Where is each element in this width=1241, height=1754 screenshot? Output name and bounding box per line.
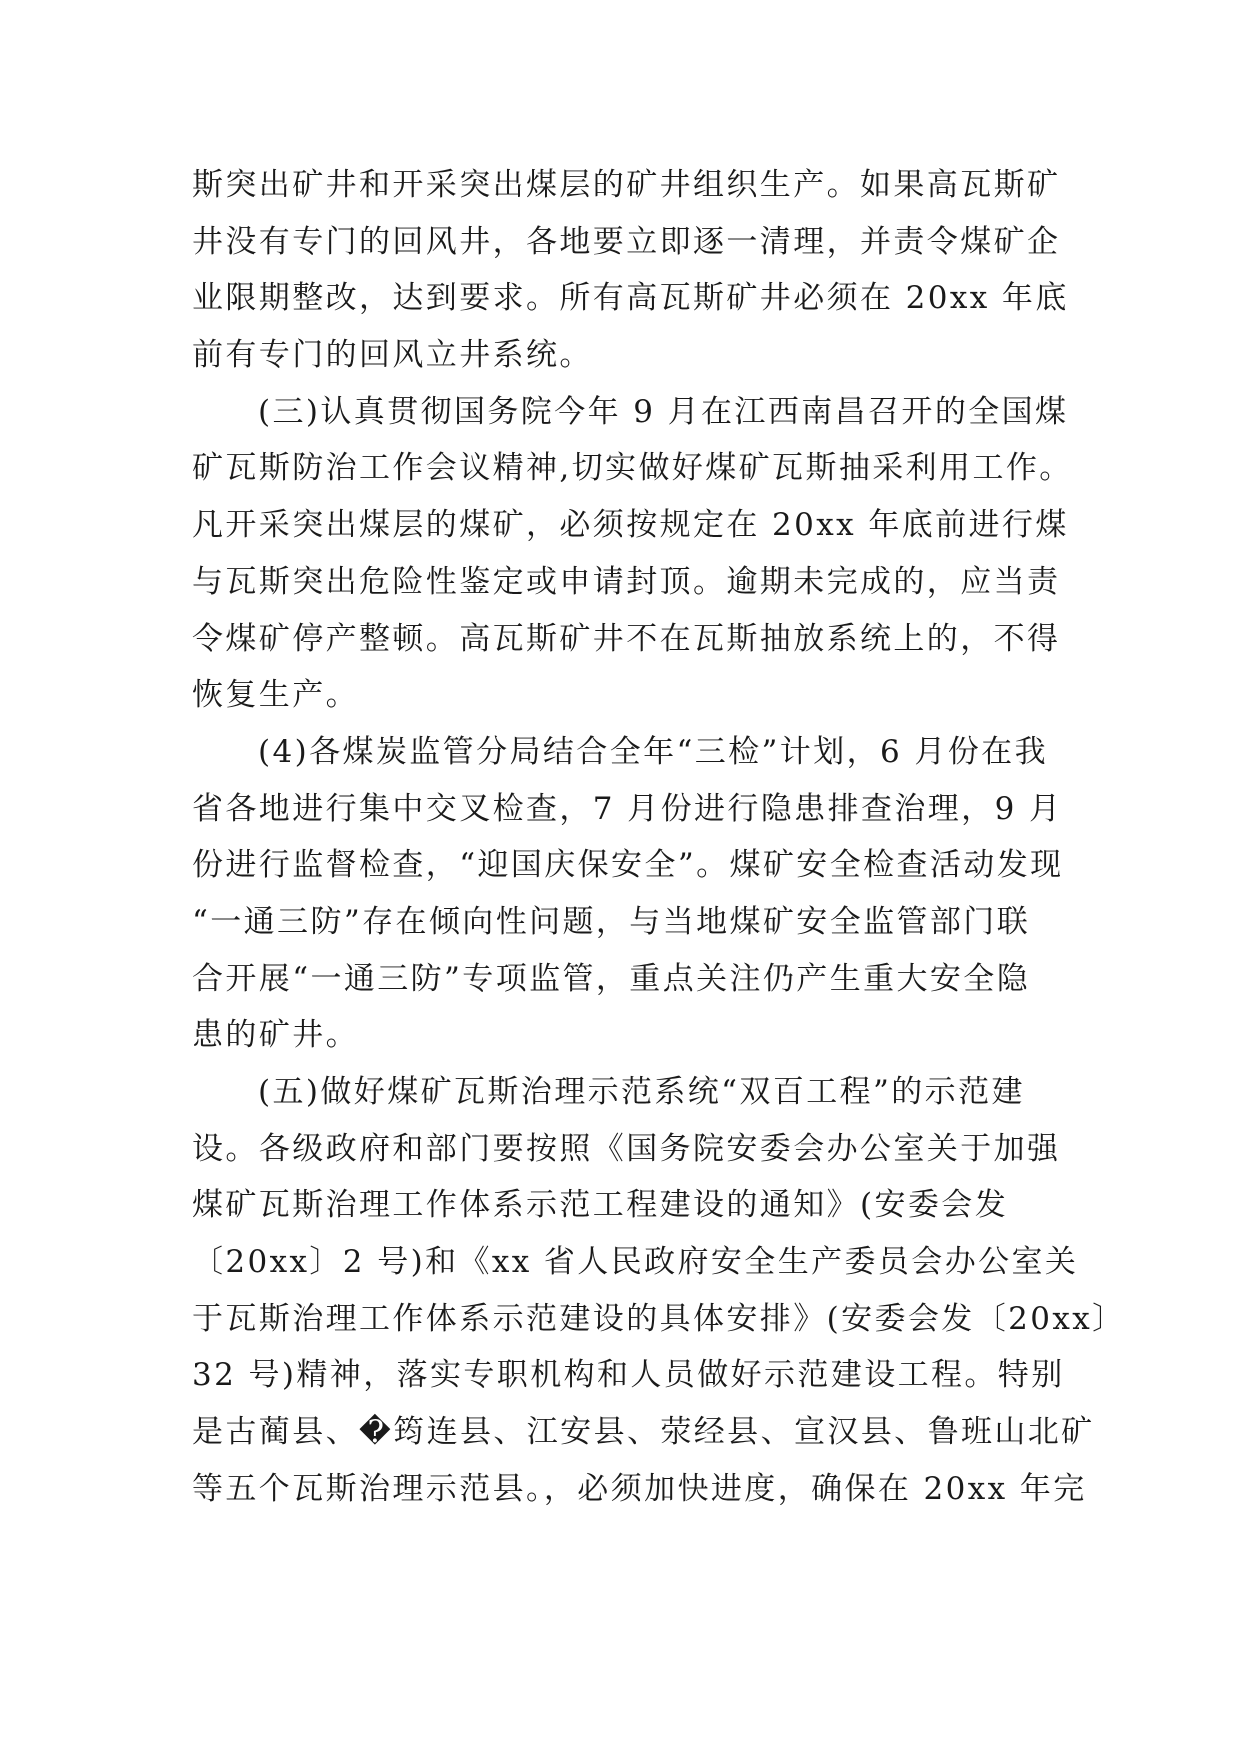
text-line: 前有专门的回风立井系统。 (192, 337, 593, 374)
text-line: 〔20xx〕2 号)和《xx 省人民政府安全生产委员会办公室关 (192, 1244, 1079, 1281)
text-line: 合开展“一通三防”专项监管，重点关注仍产生重大安全隐 (192, 960, 1031, 997)
text-line: “一通三防”存在倾向性问题，与当地煤矿安全监管部门联 (192, 903, 1031, 940)
paragraph-start-line: (4)各煤炭监管分局结合全年“三检”计划，6 月份在我 (258, 733, 1048, 770)
body-text (192, 157, 1126, 1518)
text-line: 恢复生产。 (192, 677, 359, 714)
paragraph-start-line: (五)做好煤矿瓦斯治理示范系统“双百工程”的示范建 (258, 1074, 1025, 1110)
text-line: 省各地进行集中交叉检查，7 月份进行隐患排查治理，9 月 (192, 790, 1063, 827)
text-line: 等五个瓦斯治理示范县。，必须加快进度，确保在 20xx 年完 (192, 1470, 1087, 1507)
text-line: 斯突出矿井和开采突出煤层的矿井组织生产。如果高瓦斯矿 (192, 167, 1061, 203)
text-line: 设。各级政府和部门要按照《国务院安委会办公室关于加强 (192, 1130, 1061, 1167)
text-line: 患的矿井。 (192, 1017, 359, 1054)
text-line: 令煤矿停产整顿。高瓦斯矿井不在瓦斯抽放系统上的，不得 (192, 620, 1061, 657)
paragraph-start-line: (三)认真贯彻国务院今年 9 月在江西南昌召开的全国煤 (258, 393, 1069, 430)
text-line: 业限期整改，达到要求。所有高瓦斯矿井必须在 20xx 年底 (192, 280, 1069, 317)
text-line: 32 号)精神，落实专职机构和人员做好示范建设工程。特别 (192, 1357, 1065, 1394)
text-line: 矿瓦斯防治工作会议精神,切实做好煤矿瓦斯抽采利用工作。 (192, 450, 1073, 487)
text-line: 是古蔺县、�筠连县、江安县、荥经县、宣汉县、鲁班山北矿 (192, 1414, 1095, 1451)
text-line: 凡开采突出煤层的煤矿，必须按规定在 20xx 年底前进行煤 (192, 507, 1069, 544)
text-line: 份进行监督检查，“迎国庆保安全”。煤矿安全检查活动发现 (192, 847, 1064, 884)
text-line: 井没有专门的回风井，各地要立即逐一清理，并责令煤矿企 (192, 223, 1061, 260)
text-line: 与瓦斯突出危险性鉴定或申请封顶。逾期未完成的，应当责 (192, 563, 1061, 600)
text-line: 于瓦斯治理工作体系示范建设的具体安排》(安委会发〔20xx〕 (192, 1300, 1126, 1337)
text-line: 煤矿瓦斯治理工作体系示范工程建设的通知》(安委会发 (192, 1187, 1009, 1224)
